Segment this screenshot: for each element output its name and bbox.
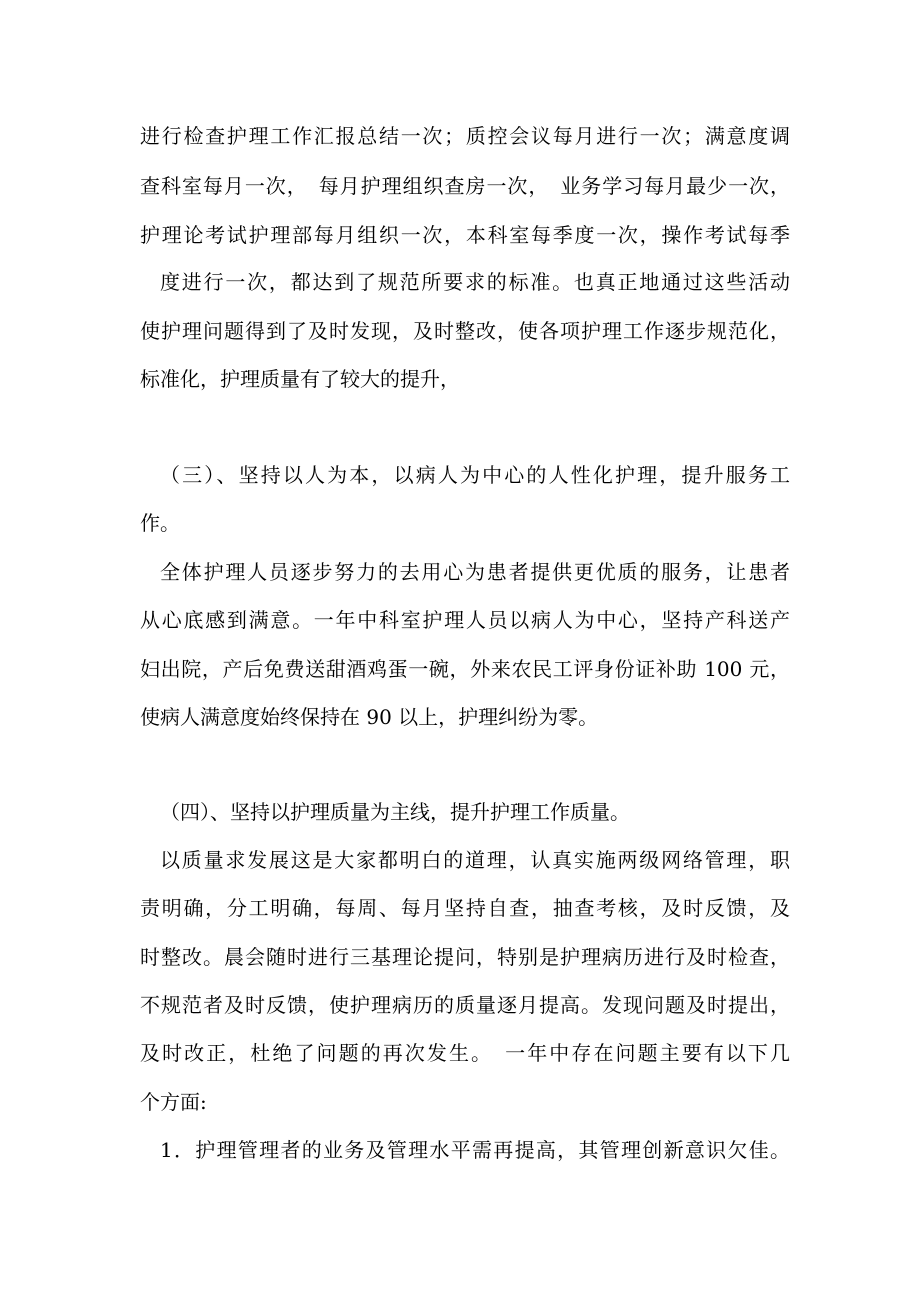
text-line: 个方面: <box>140 1090 207 1114</box>
text-line: 标准化，护理质量有了较大的提升， <box>140 367 460 391</box>
section-heading: （四）、坚持以护理质量为主线，提升护理工作质量。 <box>160 800 630 824</box>
text-line: 从心底感到满意。一年中科室护理人员以病人为中心，坚持产科送产 <box>140 608 790 632</box>
text-line: 妇出院，产后免费送甜酒鸡蛋一碗，外来农民工评身份证补助 100 元， <box>140 657 790 681</box>
text-line: 全体护理人员逐步努力的去用心为患者提供更优质的服务，让患者 <box>160 560 790 584</box>
section-heading: 作。 <box>140 511 180 535</box>
section-heading: （三）、坚持以人为本，以病人为中心的人性化护理，提升服务工 <box>160 463 790 487</box>
text-line: 使病人满意度始终保持在 90 以上，护理纠纷为零。 <box>140 705 599 729</box>
text-line: 以质量求发展这是大家都明白的道理，认真实施两级网络管理，职 <box>160 848 790 872</box>
text-line: 及时改正，杜绝了问题的再次发生。 一年中存在问题主要有以下几 <box>140 1041 790 1065</box>
text-line: 查科室每月一次， 每月护理组织查房一次， 业务学习每月最少一次， <box>140 174 790 198</box>
text-line: 进行检查护理工作汇报总结一次；质控会议每月进行一次；满意度调 <box>140 124 790 148</box>
text-line: 度进行一次，都达到了规范所要求的标准。也真正地通过这些活动 <box>160 270 790 294</box>
text-line: 使护理问题得到了及时发现，及时整改，使各项护理工作逐步规范化， <box>140 319 790 343</box>
text-line: 责明确，分工明确，每周、每月坚持自查，抽查考核，及时反馈，及 <box>140 896 790 920</box>
text-line: 时整改。晨会随时进行三基理论提问，特别是护理病历进行及时检查， <box>140 945 790 969</box>
list-item: 1．护理管理者的业务及管理水平需再提高，其管理创新意识欠佳。 <box>160 1138 790 1162</box>
text-line: 不规范者及时反馈，使护理病历的质量逐月提高。发现问题及时提出， <box>140 993 790 1017</box>
text-line: 护理论考试护理部每月组织一次，本科室每季度一次，操作考试每季 <box>140 223 790 247</box>
